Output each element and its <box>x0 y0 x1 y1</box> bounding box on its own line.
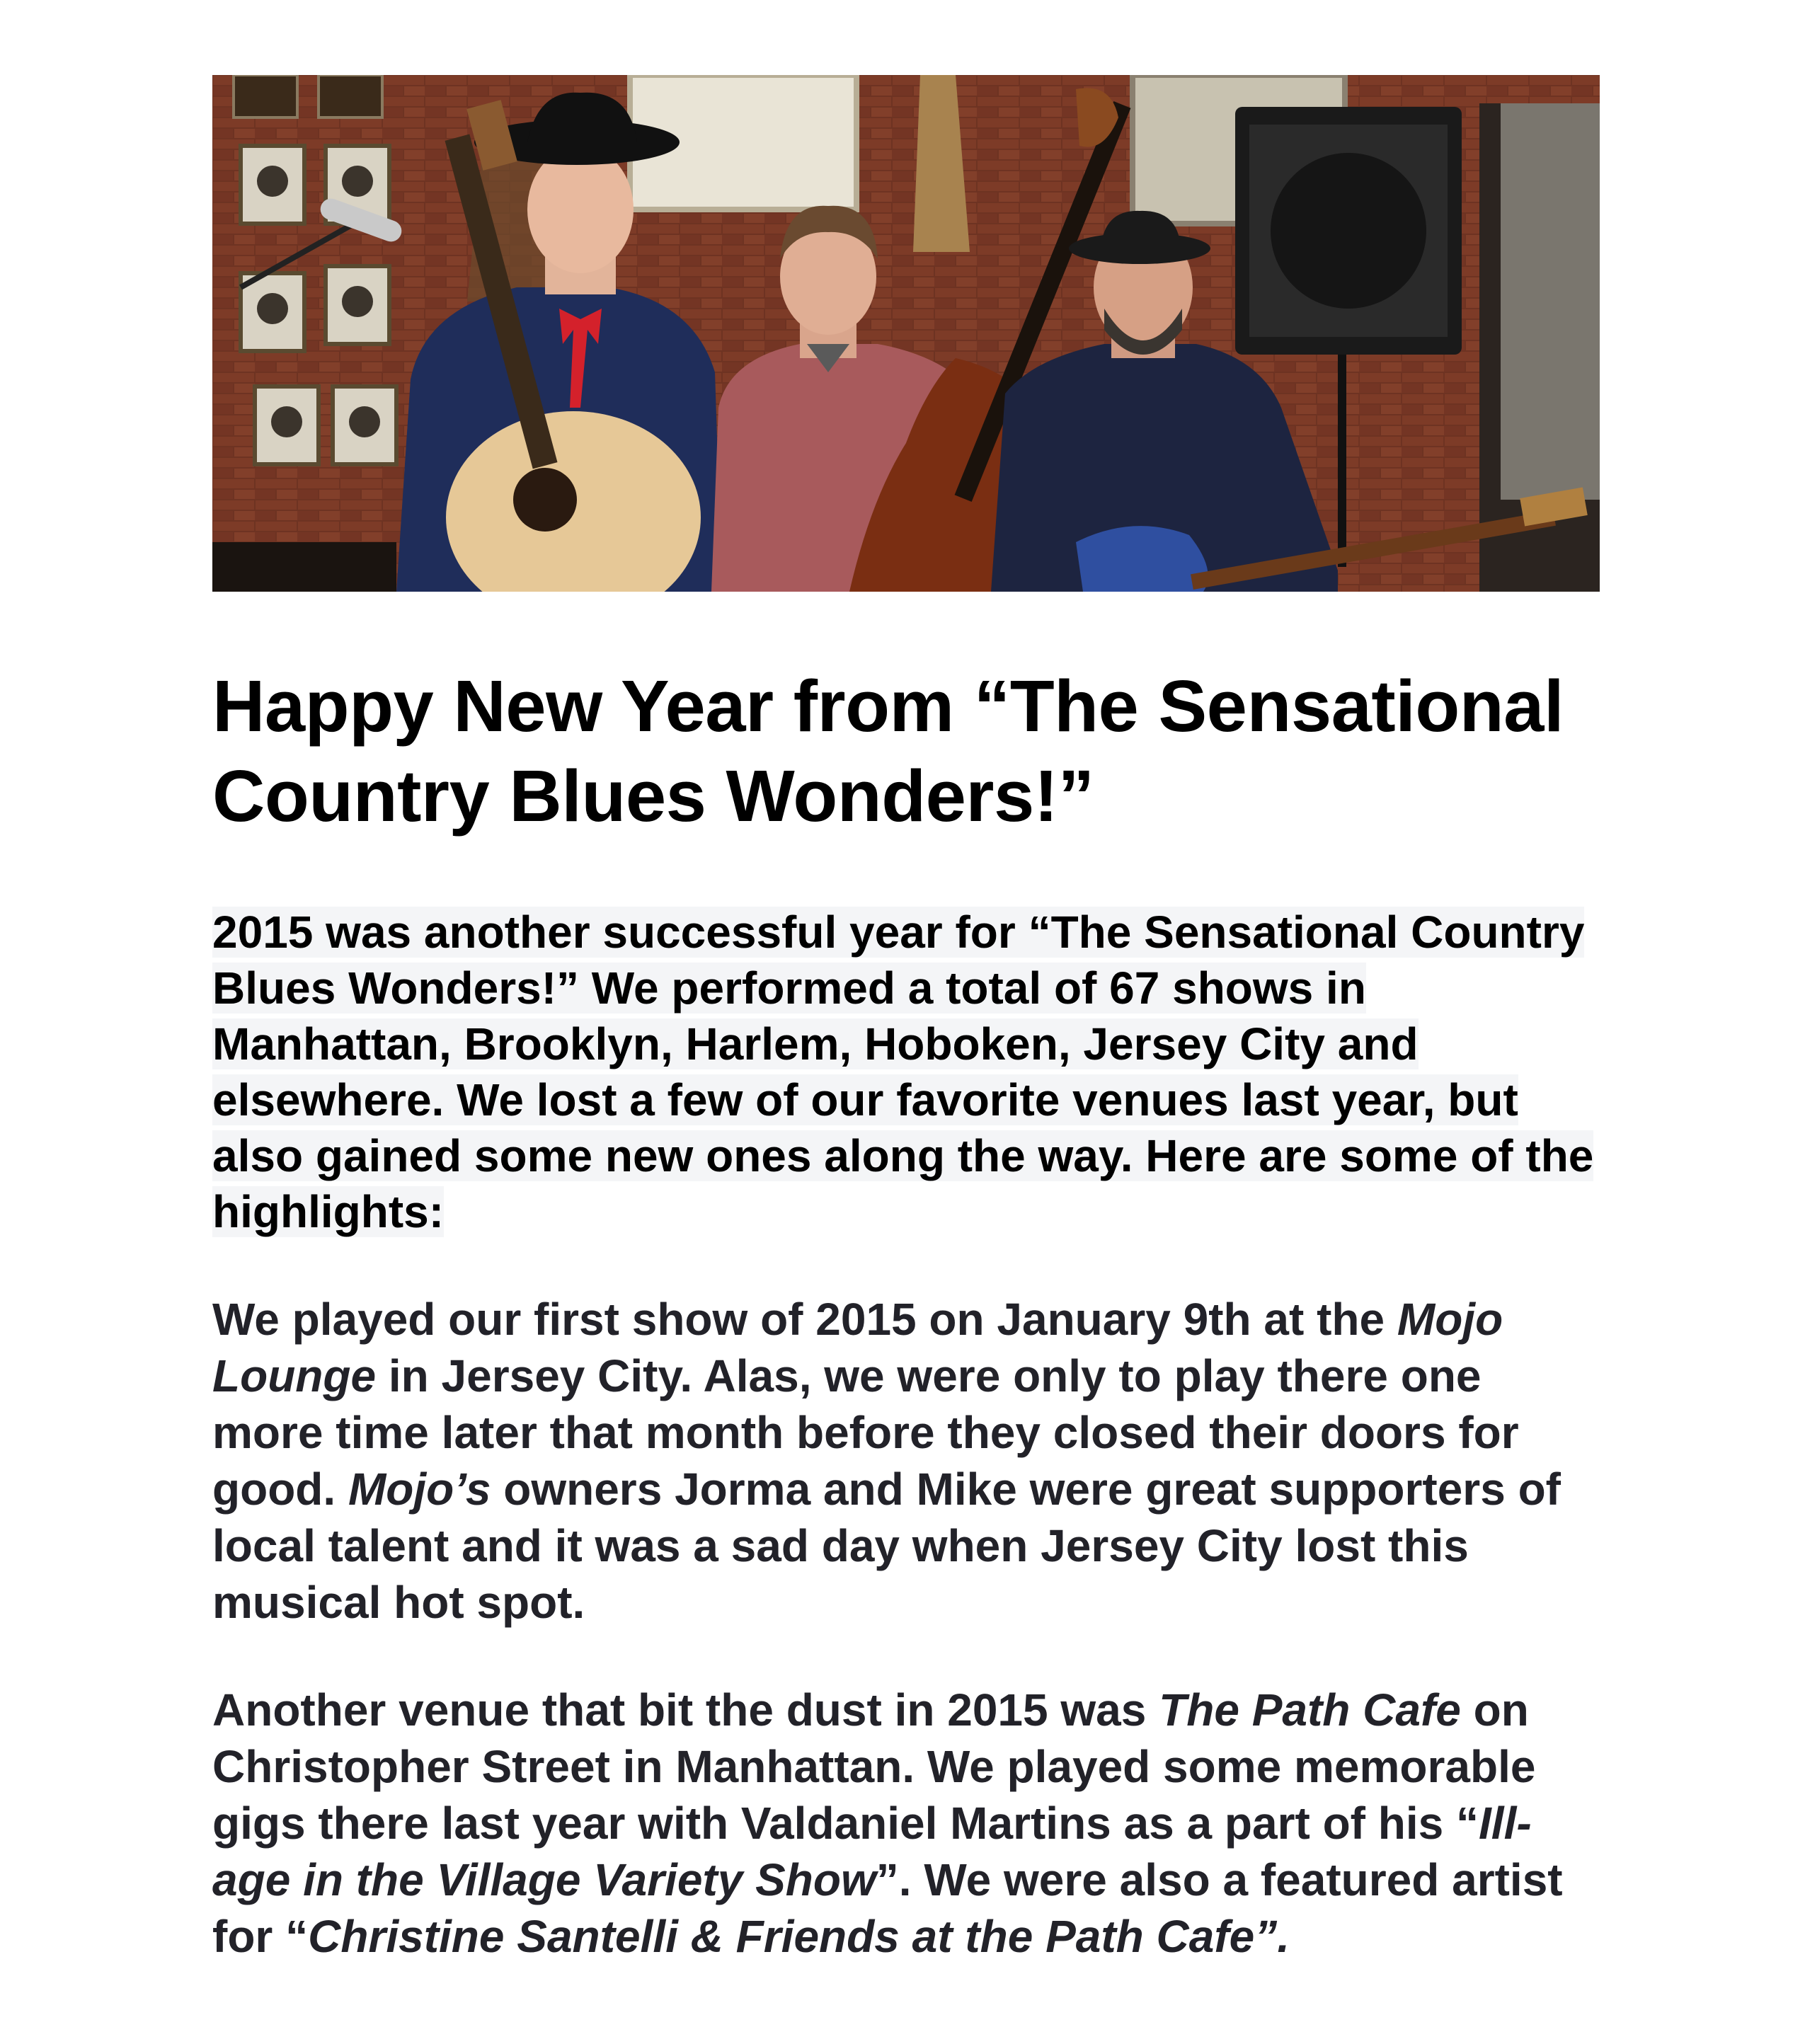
article <box>212 75 1600 1965</box>
venue-mojo-lounge: Mojo Lounge <box>212 1294 1503 1401</box>
para1-text-1: We played our first show of 2015 on January 9th at the <box>212 1294 1397 1345</box>
page-title: Happy New Year from “The Sensational Country Blues Wonders!” <box>212 665 1564 837</box>
paragraph-path-cafe <box>212 1682 1600 1965</box>
show-christine-santelli: Christine Santelli & Friends at the Path Cafe”. <box>308 1911 1290 1962</box>
para1-text-3: owners Jorma and Mike were great supporters of local talent and it was a sad day when Jersey City lost this musical hot spot. <box>212 1464 1561 1628</box>
venue-path-cafe: The Path Cafe <box>1159 1684 1461 1735</box>
para2-text-1: Another venue that bit the dust in 2015 was <box>212 1684 1159 1735</box>
intro-paragraph <box>212 905 1600 1240</box>
para2-text-2: on Christopher Street in Manhattan. We played some memorable gigs there last year with Valdaniel Martins as a part of his “ <box>212 1684 1536 1849</box>
poster <box>1501 103 1600 500</box>
paragraph-mojo-lounge <box>212 1291 1600 1631</box>
foreground-table <box>212 542 396 592</box>
intro-text: 2015 was another successful year for “The Sensational Country Blues Wonders!” We performed a total of 67 shows in Manhattan, Brooklyn, Harlem, Hoboken, Jersey City and elsewhere. We lost a few of our favorite venues last year, but also gained some new ones along the way. Here are some of the highlights: <box>212 907 1594 1237</box>
band-photo <box>212 75 1600 592</box>
band-photo-illustration <box>212 75 1600 592</box>
show-ill-age: Ill-age in the Village Variety Show <box>212 1798 1532 1905</box>
para2-text-3: ”. We were also a featured artist for “ <box>212 1854 1563 1962</box>
para1-text-2: in Jersey City. Alas, we were only to play there one more time later that month before they closed their doors for good. <box>212 1350 1519 1515</box>
venue-mojo-possessive: Mojo’s <box>348 1464 491 1515</box>
